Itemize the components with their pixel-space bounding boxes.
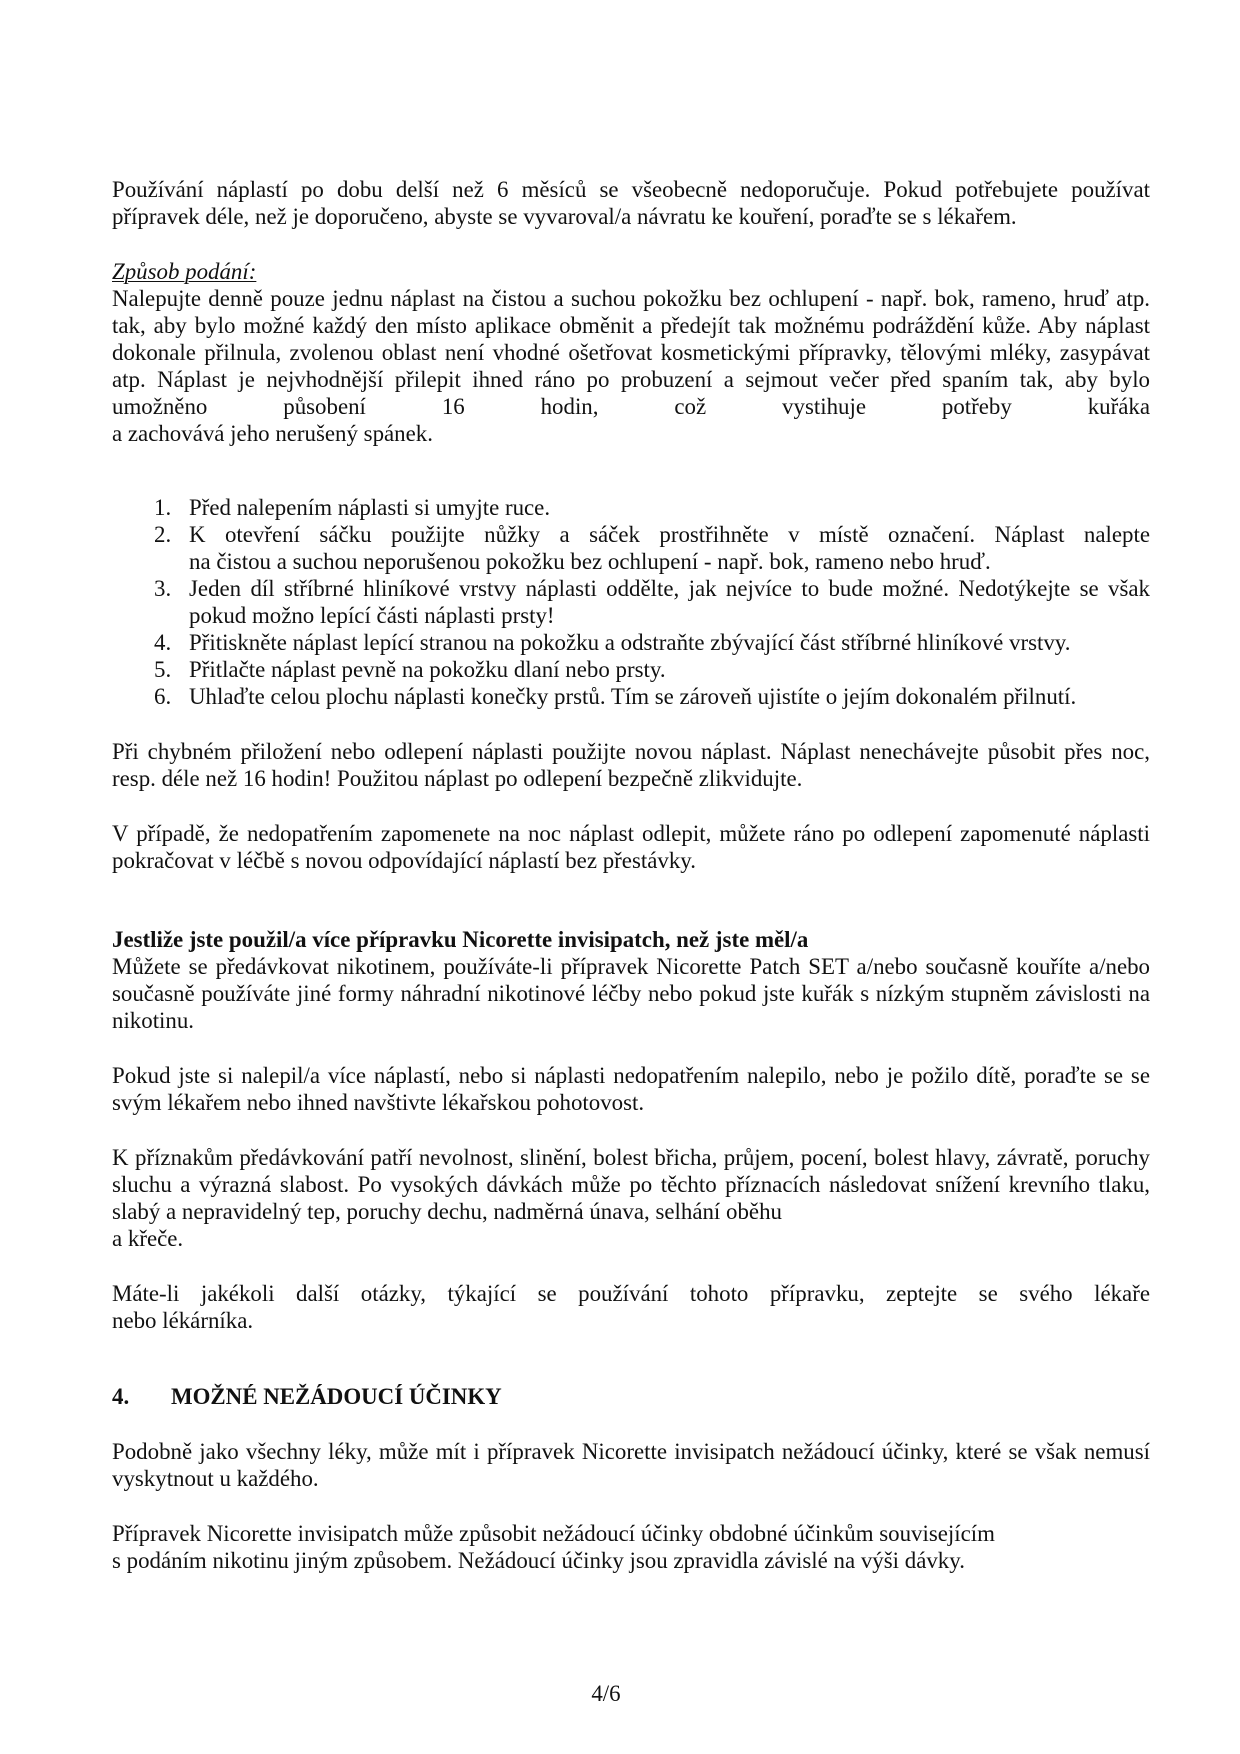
section-heading (112, 1383, 1150, 1410)
step-text-line: K otevření sáčku použijte nůžky a sáček prostřihněte v místě označení. Náplast nalepte (189, 522, 1150, 547)
overdose-symptoms-paragraph (112, 1144, 1150, 1252)
step-text-line: Jeden díl stříbrné hliníkové vrstvy náplasti oddělte, jak nejvíce to bude možné. Nedotýkejte se však (189, 576, 1150, 601)
step-number: 6. (154, 684, 172, 709)
step-text-line: pokud možno lepící části náplasti prsty! (189, 603, 555, 628)
step-text-line: Přitiskněte náplast lepící stranou na pokožku a odstraňte zbývající část stříbrné hliníkové vrstvy. (189, 630, 1071, 655)
overdose-line: nikotinu. (112, 1008, 195, 1033)
step-number: 4. (154, 630, 172, 655)
side-effects-line: vyskytnout u každého. (112, 1466, 319, 1491)
administration-line: umožněno působení 16 hodin, což vystihuje potřeby kuřáka (112, 394, 1150, 419)
overdose-line: svým lékařem nebo ihned navštivte lékařskou pohotovost. (112, 1090, 645, 1115)
step-item (112, 575, 1150, 629)
step-item (112, 656, 1150, 683)
administration-line: tak, aby bylo možné každý den místo aplikace obměnit a předejít tak možnému podráždění kůže. Aby náplast (112, 313, 1150, 338)
usage-duration-line: přípravek déle, než je doporučeno, abyste se vyvaroval/a návratu ke kouření, poraďte se s lékařem. (112, 204, 1017, 229)
step-text-line: Přitlačte náplast pevně na pokožku dlaní nebo prsty. (189, 657, 666, 682)
page-number: 4/6 (591, 1681, 621, 1706)
overdose-line: Můžete se předávkovat nikotinem, používáte-li přípravek Nicorette Patch SET a/nebo současně kouříte a/nebo (112, 954, 1150, 979)
questions-paragraph (112, 1280, 1150, 1334)
forgotten-patch-paragraph (112, 820, 1150, 874)
step-item (112, 494, 1150, 521)
administration-line: atp. Náplast je nejvhodnější přilepit ihned ráno po probuzení a sejmout večer před spaním tak, aby bylo (112, 367, 1150, 392)
administration-line: a zachovává jeho nerušený spánek. (112, 421, 433, 446)
application-steps-list (112, 494, 1150, 710)
step-item (112, 683, 1150, 710)
document-body (112, 176, 1150, 1574)
section-number: 4. (112, 1384, 130, 1409)
step-text-line: na čistou a suchou neporušenou pokožku bez ochlupení - např. bok, rameno nebo hruď. (189, 549, 991, 574)
step-number: 1. (154, 495, 172, 520)
step-item (112, 521, 1150, 575)
misapplication-line: resp. déle než 16 hodin! Použitou náplast po odlepení bezpečně zlikvidujte. (112, 766, 803, 791)
overdose-line: Pokud jste si nalepil/a více náplastí, nebo si náplasti nedopatřením nalepilo, nebo je požilo dítě, poraďte se se (112, 1063, 1150, 1088)
administration-heading-row (112, 258, 1150, 285)
step-text-line: Před nalepením náplasti si umyjte ruce. (189, 495, 551, 520)
side-effects-paragraph (112, 1520, 1150, 1574)
step-number: 3. (154, 576, 172, 601)
side-effects-line: Přípravek Nicorette invisipatch může způsobit nežádoucí účinky obdobné účinkům souvisejícím (112, 1521, 995, 1546)
administration-line: dokonale přilnula, zvolenou oblast není vhodné ošetřovat kosmetickými přípravky, tělovými mléky, zasypávat (112, 340, 1150, 365)
administration-heading: Způsob podání: (112, 259, 257, 284)
overdose-line: slabý a nepravidelný tep, poruchy dechu, nadměrná únava, selhání oběhu (112, 1199, 782, 1224)
misapplication-line: Při chybném přiložení nebo odlepení náplasti použijte novou náplast. Náplast nenechávejte působit přes noc, (112, 739, 1150, 764)
usage-duration-paragraph (112, 176, 1150, 230)
overdose-line: K příznakům předávkování patří nevolnost, slinění, bolest břicha, průjem, pocení, bolest hlavy, závratě, poruchy (112, 1145, 1150, 1170)
step-number: 5. (154, 657, 172, 682)
step-number: 2. (154, 522, 172, 547)
side-effects-paragraph (112, 1438, 1150, 1492)
side-effects-line: Podobně jako všechny léky, může mít i přípravek Nicorette invisipatch nežádoucí účinky, které se však nemusí (112, 1439, 1150, 1464)
overdose-line: sluchu a výrazná slabost. Po vysokých dávkách může po těchto příznacích následovat snížení krevního tlaku, (112, 1172, 1150, 1197)
step-text-line: Uhlaďte celou plochu náplasti konečky prstů. Tím se zároveň ujistíte o jejím dokonalém přilnutí. (189, 684, 1077, 709)
overdose-paragraph (112, 1062, 1150, 1116)
section-title: MOŽNÉ NEŽÁDOUCÍ ÚČINKY (171, 1384, 502, 1409)
forgotten-patch-line: pokračovat v léčbě s novou odpovídající náplastí bez přestávky. (112, 848, 696, 873)
overdose-line: Máte-li jakékoli další otázky, týkající se používání tohoto přípravku, zeptejte se svého lékaře (112, 1281, 1150, 1306)
overdose-line: a křeče. (112, 1226, 184, 1251)
side-effects-line: s podáním nikotinu jiným způsobem. Nežádoucí účinky jsou zpravidla závislé na výši dávky. (112, 1548, 965, 1573)
overdose-line: současně používáte jiné formy náhradní nikotinové léčby nebo pokud jste kuřák s nízkým stupněm závislosti na (112, 981, 1150, 1006)
overdose-heading: Jestliže jste použil/a více přípravku Nicorette invisipatch, než jste měl/a (112, 927, 809, 952)
step-item (112, 629, 1150, 656)
overdose-paragraph (112, 953, 1150, 1034)
administration-line: Nalepujte denně pouze jednu náplast na čistou a suchou pokožku bez ochlupení - např. bok, rameno, hruď atp. (112, 286, 1150, 311)
misapplication-paragraph (112, 738, 1150, 792)
forgotten-patch-line: V případě, že nedopatřením zapomenete na noc náplast odlepit, můžete ráno po odlepení zapomenuté náplasti (112, 821, 1150, 846)
usage-duration-line: Používání náplastí po dobu delší než 6 měsíců se všeobecně nedoporučuje. Pokud potřebujete používat (112, 177, 1150, 202)
administration-section (112, 258, 1150, 447)
overdose-line: nebo lékárníka. (112, 1308, 254, 1333)
